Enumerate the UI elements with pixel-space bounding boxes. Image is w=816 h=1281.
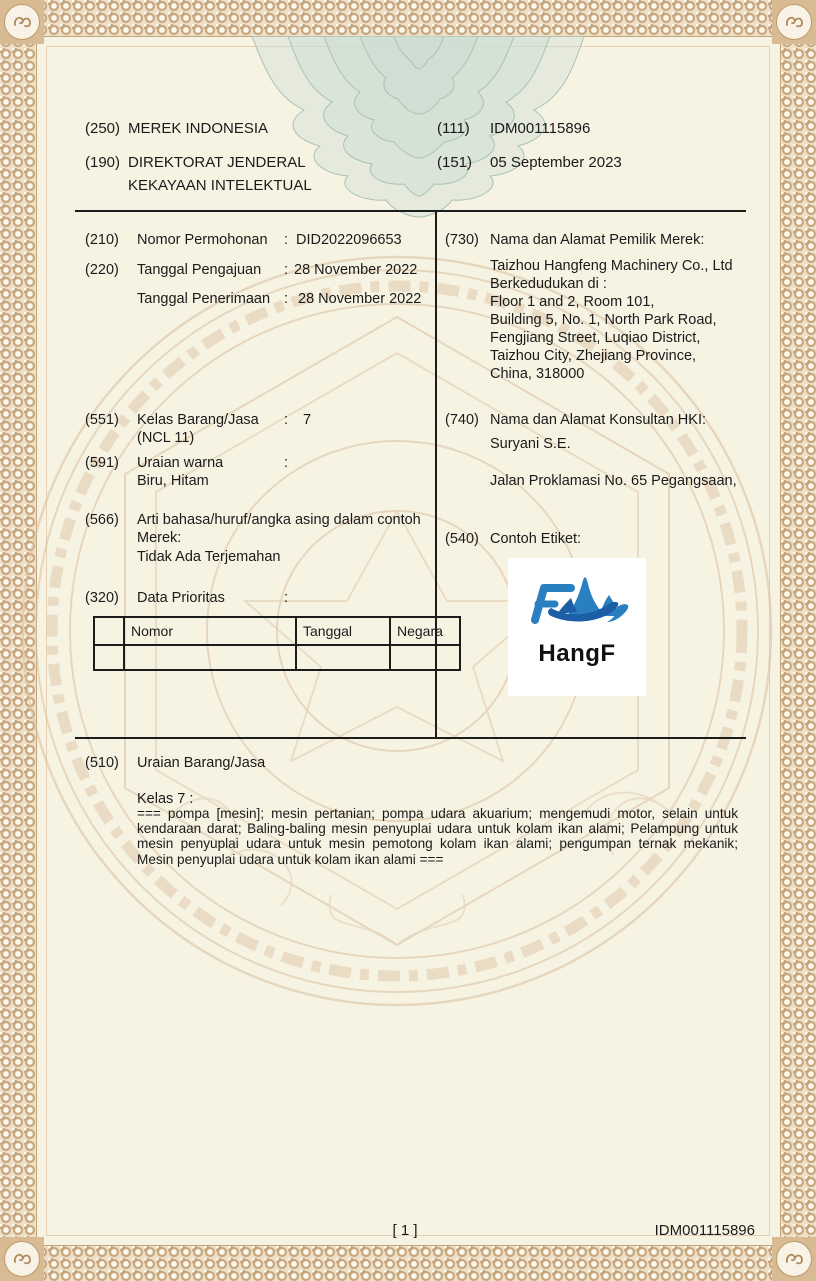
code-220: (220): [85, 262, 119, 278]
doc-title: MEREK INDONESIA: [128, 120, 269, 137]
filing-date-value: 28 November 2022: [294, 262, 418, 278]
top-section-rule: [75, 210, 746, 212]
registration-date: 05 September 2023: [490, 154, 622, 171]
goods-label: Uraian Barang/Jasa: [137, 755, 266, 771]
priority-header-tanggal: Tanggal: [296, 617, 390, 645]
code-510: (510): [85, 755, 119, 771]
translation-label-line2: Merek:: [137, 530, 182, 546]
owner-address-line: Taizhou City, Zhejiang Province,: [490, 348, 697, 364]
code-210: (210): [85, 232, 119, 248]
corner-medallion-bottom-left: [0, 1237, 44, 1281]
code-551: (551): [85, 412, 119, 428]
border-top: [0, 0, 816, 37]
goods-class-heading: Kelas 7 :: [137, 791, 194, 807]
application-number-value: DID2022096653: [296, 232, 402, 248]
office-name-line1: DIREKTORAT JENDERAL: [128, 154, 306, 171]
owner-address-line: Berkedudukan di :: [490, 276, 607, 292]
class-label: Kelas Barang/Jasa: [137, 412, 259, 428]
translation-value: Tidak Ada Terjemahan: [137, 549, 281, 565]
swirl-seal-icon: [776, 4, 812, 40]
code-111: (111): [437, 120, 470, 137]
filing-date-label: Tanggal Pengajuan: [137, 262, 262, 278]
consultant-address: Jalan Proklamasi No. 65 Pegangsaan,: [490, 473, 737, 489]
trademark-sample-box: [508, 558, 646, 696]
translation-label-line1: Arti bahasa/huruf/angka asing dalam contoh: [137, 512, 421, 528]
priority-cell: [296, 645, 390, 670]
owner-address-line: China, 318000: [490, 366, 585, 382]
receipt-date-value: 28 November 2022: [298, 291, 422, 307]
goods-description: === pompa [mesin]; mesin pertanian; pompa udara akuarium; mengemudi motor, selain untuk kendaraan darat; Baling-baling mesin penyuplai udara untuk kolam ikan alami; Pelampung untuk mesin penyuplai udara untuk mesin pemotong kolam ikan alami; pengumpan ternak mekanik; Mesin penyuplai udara untuk kolam ikan alami ===: [137, 806, 738, 867]
border-right: [780, 0, 816, 1281]
code-730: (730): [445, 232, 479, 248]
bottom-section-rule: [75, 737, 746, 739]
corner-medallion-top-left: [0, 0, 44, 44]
code-250: (250): [85, 120, 121, 137]
trademark-word: HangF: [538, 640, 616, 667]
priority-table: [93, 616, 461, 671]
swirl-seal-icon: [4, 1241, 40, 1277]
class-value: 7: [303, 412, 312, 428]
swirl-seal-icon: [776, 1241, 812, 1277]
code-320: (320): [85, 590, 119, 606]
swirl-seal-icon: [4, 4, 40, 40]
owner-label: Nama dan Alamat Pemilik Merek:: [490, 232, 705, 248]
page-number: [ 1 ]: [392, 1222, 418, 1239]
owner-address-line: Floor 1 and 2, Room 101,: [490, 294, 655, 310]
separator: :: [284, 455, 289, 471]
priority-cell: [124, 645, 296, 670]
registration-number: IDM001115896: [490, 120, 591, 137]
priority-cell: [390, 645, 460, 670]
code-740: (740): [445, 412, 479, 428]
footer-doc-number: IDM001115896: [654, 1222, 755, 1239]
priority-cell: [94, 645, 124, 670]
corner-medallion-top-right: [772, 0, 816, 44]
consultant-name: Suryani S.E.: [490, 436, 571, 452]
owner-address-line: Fengjiang Street, Luqiao District,: [490, 330, 701, 346]
separator: :: [284, 590, 289, 606]
code-540: (540): [445, 531, 479, 547]
mark-sample-label: Contoh Etiket:: [490, 531, 582, 547]
receipt-date-label: Tanggal Penerimaan: [137, 291, 271, 307]
color-description-value: Biru, Hitam: [137, 473, 209, 489]
priority-header-negara: Negara: [390, 617, 460, 645]
code-190: (190): [85, 154, 121, 171]
priority-table-row: [94, 645, 460, 670]
code-566: (566): [85, 512, 119, 528]
code-151: (151): [437, 154, 473, 171]
priority-header-blank: [94, 617, 124, 645]
consultant-label: Nama dan Alamat Konsultan HKI:: [490, 412, 707, 428]
border-bottom: [0, 1245, 816, 1281]
priority-table-header-row: [94, 617, 460, 645]
separator: :: [284, 412, 289, 428]
separator: :: [284, 262, 289, 278]
owner-address-line: Building 5, No. 1, North Park Road,: [490, 312, 717, 328]
separator: :: [284, 291, 289, 307]
ncl-label: (NCL 11): [137, 430, 195, 446]
application-number-label: Nomor Permohonan: [137, 232, 268, 248]
trademark-logo-icon: [517, 558, 637, 642]
color-description-label: Uraian warna: [137, 455, 224, 471]
corner-medallion-bottom-right: [772, 1237, 816, 1281]
separator: :: [284, 232, 289, 248]
owner-name: Taizhou Hangfeng Machinery Co., Ltd: [490, 258, 733, 274]
code-591: (591): [85, 455, 119, 471]
priority-header-nomor: Nomor: [124, 617, 296, 645]
office-name-line2: KEKAYAAN INTELEKTUAL: [128, 177, 312, 194]
priority-data-label: Data Prioritas: [137, 590, 225, 606]
